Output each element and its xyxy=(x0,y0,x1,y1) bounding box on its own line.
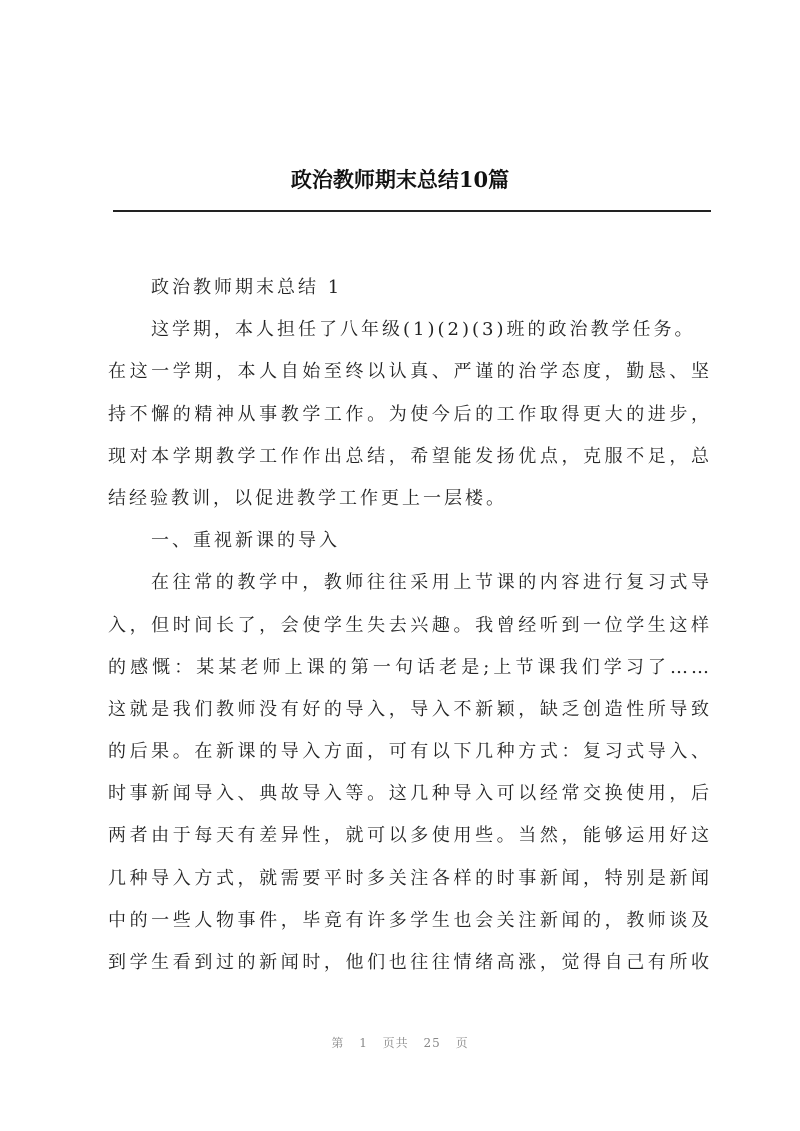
title-divider xyxy=(113,210,711,212)
paragraph-line: 这学期，本人担任了八年级(1)(2)(3)班的政治教学任务。 xyxy=(151,319,696,341)
paragraph-line: 几种导入方式，就需要平时多关注各样的时事新闻，特别是新闻 xyxy=(108,867,712,889)
paragraph-line: 时事新闻导入、典故导入等。这几种导入可以经常交换使用，后 xyxy=(108,783,712,805)
subsection-heading: 一、重视新课的导入 xyxy=(151,530,340,552)
paragraph-line: 的后果。在新课的导入方面，可有以下几种方式：复习式导入、 xyxy=(108,741,712,763)
paragraph-line: 结经验教训，以促进教学工作更上一层楼。 xyxy=(108,487,507,509)
paragraph-line: 持不懈的精神从事教学工作。为使今后的工作取得更大的进步， xyxy=(108,403,712,425)
paragraph-line: 这就是我们教师没有好的导入，导入不新颖，缺乏创造性所导致 xyxy=(108,698,712,720)
paragraph-line: 的感慨：某某老师上课的第一句话老是;上节课我们学习了…… xyxy=(108,656,712,678)
paragraph-line: 到学生看到过的新闻时，他们也往往情绪高涨，觉得自己有所收 xyxy=(108,952,712,973)
paragraph-line: 在往常的教学中，教师往往采用上节课的内容进行复习式导 xyxy=(151,572,712,594)
paragraph-line: 现对本学期教学工作作出总结，希望能发扬优点，克服不足，总 xyxy=(108,445,712,467)
paragraph-line: 入，但时间长了，会使学生失去兴趣。我曾经听到一位学生这样 xyxy=(108,614,712,636)
paragraph-line: 在这一学期，本人自始至终以认真、严谨的治学态度，勤恳、坚 xyxy=(108,361,712,383)
paragraph-line: 两者由于每天有差异性，就可以多使用些。当然，能够运用好这 xyxy=(108,825,712,847)
page-number: 第 1 页共 25 页 xyxy=(331,1036,469,1050)
section-heading: 政治教师期末总结 1 xyxy=(151,277,343,298)
document-body xyxy=(108,272,712,989)
document-title: 政治教师期末总结10篇 xyxy=(290,167,510,192)
paragraph-line: 中的一些人物事件，毕竟有许多学生也会关注新闻的，教师谈及 xyxy=(108,909,712,931)
